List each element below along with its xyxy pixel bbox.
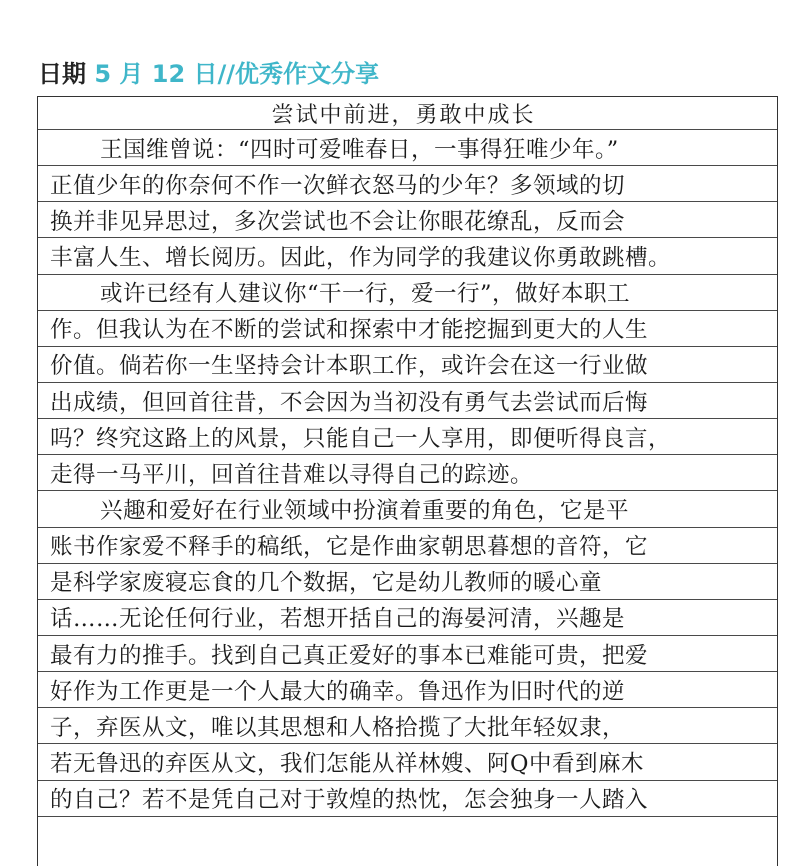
essay-line-text: 走得一马平川，回首往昔难以寻得自己的踪迹。	[50, 461, 534, 488]
essay-line	[38, 311, 777, 347]
essay-line-text: 的自己？若不是凭自己对于敦煌的热忱，怎会独身一人踏入	[50, 787, 649, 814]
essay-line	[38, 744, 777, 780]
essay-line	[38, 419, 777, 455]
essay-line-text: 是科学家废寝忘食的几个数据，它是幼儿教师的暖心童	[50, 570, 603, 597]
essay-line-text: 或许已经有人建议你“干一行，爱一行”，做好本职工	[100, 281, 631, 308]
lined-paper	[37, 96, 778, 866]
page-header	[38, 58, 379, 90]
essay-line-text: 正值少年的你奈何不作一次鲜衣怒马的少年？多领域的切	[50, 172, 626, 199]
essay-line	[38, 347, 777, 383]
date-and-topic: 5 月 12 日//优秀作文分享	[94, 60, 380, 88]
essay-line	[38, 708, 777, 744]
essay-line	[38, 528, 777, 564]
date-label: 日期	[38, 60, 86, 88]
essay-line-text: 价值。倘若你一生坚持会计本职工作，或许会在这一行业做	[50, 353, 649, 380]
essay-line-text: 王国维曾说：“四时可爱唯春日，一事得狂唯少年。”	[100, 136, 619, 163]
essay-line-text: 换并非见异思过，多次尝试也不会让你眼花缭乱，反而会	[50, 208, 626, 235]
essay-line	[38, 202, 777, 238]
essay-line-text: 兴趣和爱好在行业领域中扮演着重要的角色，它是平	[100, 497, 630, 524]
essay-line	[38, 564, 777, 600]
essay-line	[38, 781, 777, 817]
essay-line	[38, 491, 777, 527]
essay-line-text: 话……无论任何行业，若想开括自己的海晏河清，兴趣是	[50, 606, 626, 633]
essay-line-text: 子，弃医从文，唯以其思想和人格拾揽了大批年轻奴隶，	[50, 714, 626, 741]
essay-line-text: 丰富人生、增长阅历。因此，作为同学的我建议你勇敢跳槽。	[50, 244, 672, 271]
essay-title	[38, 97, 777, 130]
essay-line-text: 出成绩，但回首往昔，不会因为当初没有勇气去尝试而后悔	[50, 389, 649, 416]
essay-line	[38, 238, 777, 274]
essay-line	[38, 636, 777, 672]
essay-line-text: 若无鲁迅的弃医从文，我们怎能从祥林嫂、阿Q中看到麻木	[50, 750, 644, 777]
essay-line	[38, 130, 777, 166]
essay-line	[38, 275, 777, 311]
essay-line	[38, 166, 777, 202]
essay-line-text: 好作为工作更是一个人最大的确幸。鲁迅作为旧时代的逆	[50, 678, 626, 705]
essay-body	[38, 130, 777, 817]
essay-title-text: 尝试中前进，勇敢中成长	[271, 102, 536, 128]
essay-line-text: 最有力的推手。找到自己真正爱好的事本已难能可贵，把爱	[50, 642, 649, 669]
essay-line	[38, 455, 777, 491]
essay-line-text: 吗？终究这路上的风景，只能自己一人享用，即便听得良言，	[50, 425, 672, 452]
essay-line-text: 账书作家爱不释手的稿纸，它是作曲家朝思暮想的音符，它	[50, 534, 649, 561]
essay-line	[38, 383, 777, 419]
essay-line	[38, 672, 777, 708]
essay-line	[38, 600, 777, 636]
essay-line-text: 作。但我认为在不断的尝试和探索中才能挖掘到更大的人生	[50, 317, 649, 344]
